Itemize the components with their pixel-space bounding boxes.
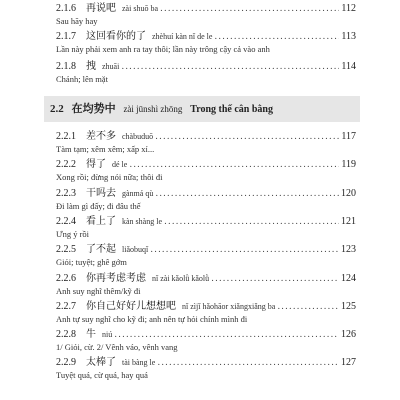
entry-chinese-phrase: 得了: [86, 159, 106, 170]
entry-chinese-phrase: 太棒了: [86, 357, 116, 368]
dot-leader: [277, 300, 339, 314]
entry-page-number: 121: [341, 216, 356, 227]
section-chinese-title: 在均势中: [71, 102, 116, 115]
toc-entry[interactable]: [56, 272, 356, 297]
entry-number: 2.2.3: [56, 188, 76, 199]
entry-vietnamese-meaning: 1/ Giỏi, cừ. 2/ Vênh váo, vênh vang: [56, 342, 178, 352]
entry-chinese-phrase: 你自己好好儿想想吧: [86, 301, 176, 312]
entry-vietnamese-meaning: Giỏi; tuyệt; ghê gớm: [56, 257, 127, 267]
entry-pinyin: zài shuō ba: [122, 4, 158, 13]
entry-number: 2.2.5: [56, 244, 76, 255]
entry-pinyin: chàbuduō: [122, 132, 154, 141]
toc-entry[interactable]: [56, 356, 356, 381]
entry-number: 2.2.7: [56, 301, 76, 312]
toc-entry[interactable]: [56, 187, 356, 212]
dot-leader: [157, 356, 339, 370]
entry-vietnamese-meaning: Anh tự suy nghĩ cho kỹ đi; anh nên tự hỏi chính mình đi: [56, 314, 248, 324]
dot-leader: [121, 60, 339, 74]
toc-entry-heading: [56, 300, 356, 314]
section-number: 2.2: [50, 103, 64, 115]
toc-entry[interactable]: [56, 328, 356, 353]
entry-page-number: 119: [341, 159, 356, 170]
toc-entry[interactable]: [56, 300, 356, 325]
entry-pinyin: zhuāi: [102, 62, 120, 71]
entry-chinese-phrase: 干吗去: [86, 188, 116, 199]
entry-page-number: 112: [341, 3, 356, 14]
entry-chinese-phrase: 差不多: [86, 131, 116, 142]
section-title: [50, 101, 273, 118]
entry-chinese-phrase: 牛: [86, 329, 96, 340]
entry-number: 2.1.8: [56, 61, 76, 72]
dot-leader: [114, 328, 339, 342]
entry-number: 2.2.9: [56, 357, 76, 368]
dot-leader: [164, 215, 339, 229]
entry-chinese-phrase: 再说吧: [86, 3, 116, 14]
toc-entry[interactable]: [56, 60, 356, 85]
dot-leader: [129, 158, 339, 172]
entry-pinyin: zhèhuí kàn nǐ de le: [152, 32, 213, 41]
toc-entry-heading: [56, 272, 356, 286]
toc-entry-heading: [56, 215, 356, 229]
entry-page-number: 120: [341, 188, 356, 199]
entry-pinyin: nǐ zài kǎolǜ kǎolǜ: [152, 274, 210, 283]
entry-chinese-phrase: 看上了: [86, 216, 116, 227]
entry-pinyin: niú: [102, 330, 113, 339]
entry-page-number: 125: [341, 301, 356, 312]
entry-pinyin: liǎobuqǐ: [122, 245, 149, 254]
entry-vietnamese-meaning: Chảnh; lên mặt: [56, 74, 108, 84]
toc-entry[interactable]: [56, 2, 356, 27]
toc-entry-heading: [56, 30, 356, 44]
toc-entry[interactable]: [56, 243, 356, 268]
entry-chinese-phrase: 你再考虑考虑: [86, 273, 146, 284]
dot-leader: [214, 30, 339, 44]
toc-entry-heading: [56, 356, 356, 370]
section-pinyin: zài jūnshì zhōng: [123, 104, 183, 114]
entry-page-number: 114: [341, 61, 356, 72]
toc-entry-heading: [56, 2, 356, 16]
entry-pinyin: gànmá qù: [122, 189, 154, 198]
entry-vietnamese-meaning: Đi làm gì đấy; đi đâu thế: [56, 201, 141, 211]
entry-number: 2.2.2: [56, 159, 76, 170]
entry-number: 2.2.6: [56, 273, 76, 284]
section-vietnamese-title: Trong thế cân bằng: [190, 104, 273, 115]
entry-pinyin: nǐ zìjǐ hǎohāor xiǎngxiǎng ba: [182, 302, 276, 311]
dot-leader: [155, 130, 339, 144]
entry-vietnamese-meaning: Anh suy nghĩ thêm/kỹ đi: [56, 286, 141, 296]
toc-entry[interactable]: [56, 158, 356, 183]
dot-leader: [150, 243, 339, 257]
toc-entry[interactable]: [56, 130, 356, 155]
entry-vietnamese-meaning: Xong rồi; đừng nói nữa; thôi đi: [56, 172, 163, 182]
entry-number: 2.2.4: [56, 216, 76, 227]
toc-entry-heading: [56, 328, 356, 342]
dot-leader: [160, 2, 339, 16]
entry-number: 2.2.1: [56, 131, 76, 142]
toc-entry-heading: [56, 60, 356, 74]
entry-page-number: 126: [341, 329, 356, 340]
dot-leader: [155, 187, 339, 201]
toc-entry-heading: [56, 158, 356, 172]
entry-chinese-phrase: 拽: [86, 61, 96, 72]
entry-number: 2.2.8: [56, 329, 76, 340]
entry-pinyin: tài bàng le: [122, 358, 156, 367]
entry-vietnamese-meaning: Tàm tạm; xêm xêm; xấp xỉ...: [56, 144, 155, 154]
toc-entry[interactable]: [56, 30, 356, 55]
entry-chinese-phrase: 了不起: [86, 244, 116, 255]
entry-number: 2.1.6: [56, 3, 76, 14]
entry-pinyin: dé le: [112, 160, 128, 169]
toc-entry-heading: [56, 187, 356, 201]
entry-pinyin: kàn shàng le: [122, 217, 162, 226]
entry-vietnamese-meaning: Lần này phải xem anh ra tay thôi; lần này trông cậy cả vào anh: [56, 44, 270, 54]
entry-page-number: 124: [341, 273, 356, 284]
entry-vietnamese-meaning: Sau hãy hay: [56, 16, 98, 26]
toc-entry-heading: [56, 130, 356, 144]
entry-vietnamese-meaning: Tuyệt quá, cừ quá, hay quá: [56, 370, 148, 380]
toc-entry[interactable]: [56, 215, 356, 240]
entry-chinese-phrase: 这回看你的了: [86, 31, 146, 42]
entry-vietnamese-meaning: Ưng ý rồi: [56, 229, 90, 239]
entry-page-number: 117: [341, 131, 356, 142]
entry-page-number: 127: [341, 357, 356, 368]
dot-leader: [211, 272, 339, 286]
entry-number: 2.1.7: [56, 31, 76, 42]
toc-entry-heading: [56, 243, 356, 257]
entry-page-number: 123: [341, 244, 356, 255]
entry-page-number: 113: [341, 31, 356, 42]
